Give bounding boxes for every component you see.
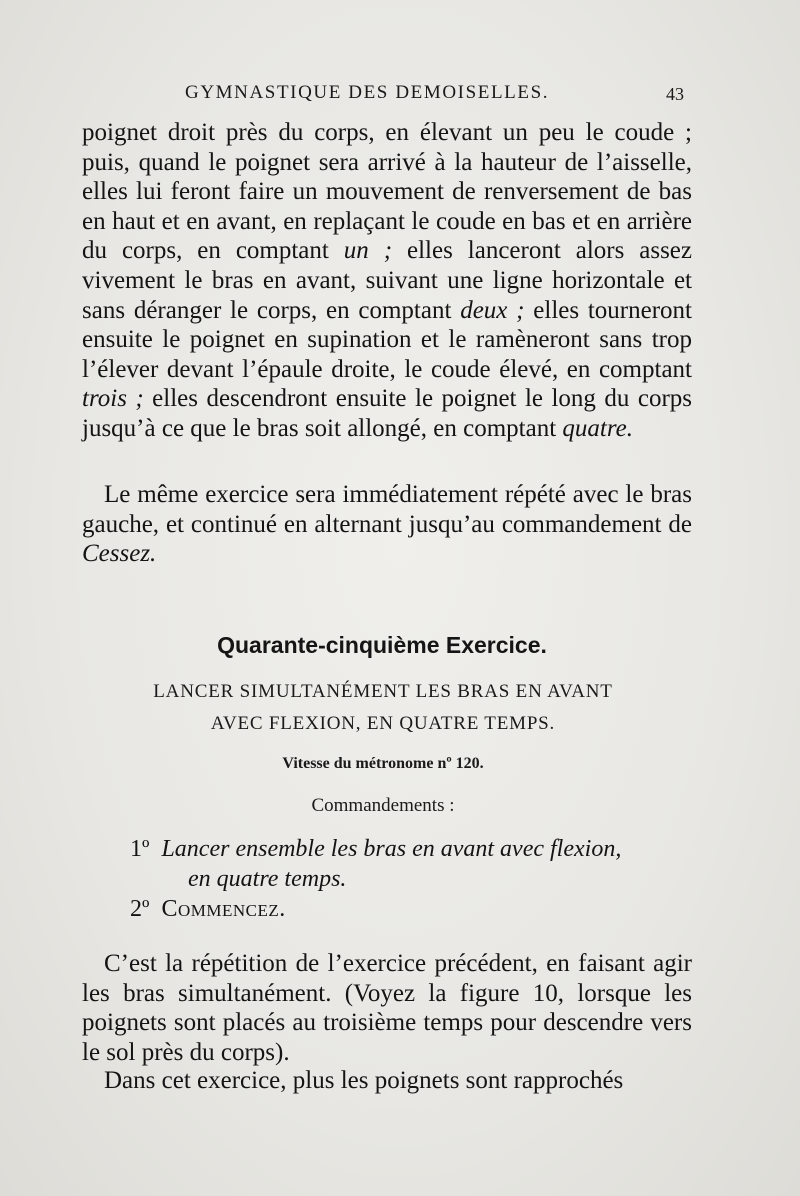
paragraph-1-deux: deux ; — [460, 296, 525, 324]
paragraph-1-quatre: quatre. — [562, 414, 634, 442]
paragraph-4: Dans cet exercice, plus les poignets sont rapprochés — [104, 1067, 624, 1094]
command-1 — [130, 836, 621, 863]
paragraph-1 — [82, 118, 692, 444]
command-2 — [130, 896, 286, 923]
paragraph-1-trois: trois ; — [82, 385, 144, 413]
section-subtitle-line-2: AVEC FLEXION, EN QUATRE TEMPS. — [210, 713, 556, 734]
paragraph-3: C’est la répétition de l’exercice précédent, en faisant agir les bras simultanément. (Voyez la figure 10, lorsque les poignets sont placés au troisième temps pour descendre vers le sol près du corps). — [82, 950, 692, 1066]
section-subtitle-line-1: LANCER SIMULTANÉMENT LES BRAS EN AVANT — [153, 681, 613, 702]
paragraph-2 — [82, 480, 692, 569]
paragraph-1-un: un ; — [343, 237, 393, 265]
command-1-number: 1º — [130, 836, 150, 862]
paragraph-2-text: Le même exercice sera immédiatement répété avec le bras gauche, et continué en alternant jusqu’au commandement de — [82, 481, 692, 538]
command-2-number: 2º — [130, 896, 150, 922]
command-1-text: Lancer ensemble les bras en avant avec flexion, — [161, 836, 622, 862]
paragraph-2-cessez: Cessez. — [82, 540, 157, 568]
command-2-text: Commencez. — [161, 896, 286, 922]
paragraph-1-text-a: poignet droit près du corps, en élevant un peu le coude ; puis, quand le poignet sera arrivé à la hauteur de l’aisselle, elles lui feront faire un mouvement de renversement de bas en haut et en avant, en replaçant le coude en bas et en arrière du corps, en comptant — [82, 119, 692, 265]
paragraph-1-text-d: elles descendront ensuite le poignet le long du corps jusqu’à ce que le bras soit allongé, en comptant — [82, 385, 692, 442]
metronome-tempo: Vitesse du métronome nº 120. — [282, 755, 484, 772]
paragraph-1-text-c: elles tourneront ensuite le poignet en supination et le ramèneront sans trop l’élever devant l’épaule droite, le coude élevé, en comptant — [82, 296, 692, 383]
page-number: 43 — [666, 84, 684, 104]
section-title: Quarante-cinquième Exercice. — [217, 632, 547, 658]
running-title: GYMNASTIQUE DES DEMOISELLES. — [185, 82, 550, 103]
paragraph-1-text-b: elles lanceront alors assez vivement le bras en avant, suivant une ligne horizontale et sans déranger le corps, en comptant — [82, 237, 693, 324]
command-1-continuation: en quatre temps. — [188, 866, 347, 892]
commands-label: Commandements : — [311, 795, 455, 816]
